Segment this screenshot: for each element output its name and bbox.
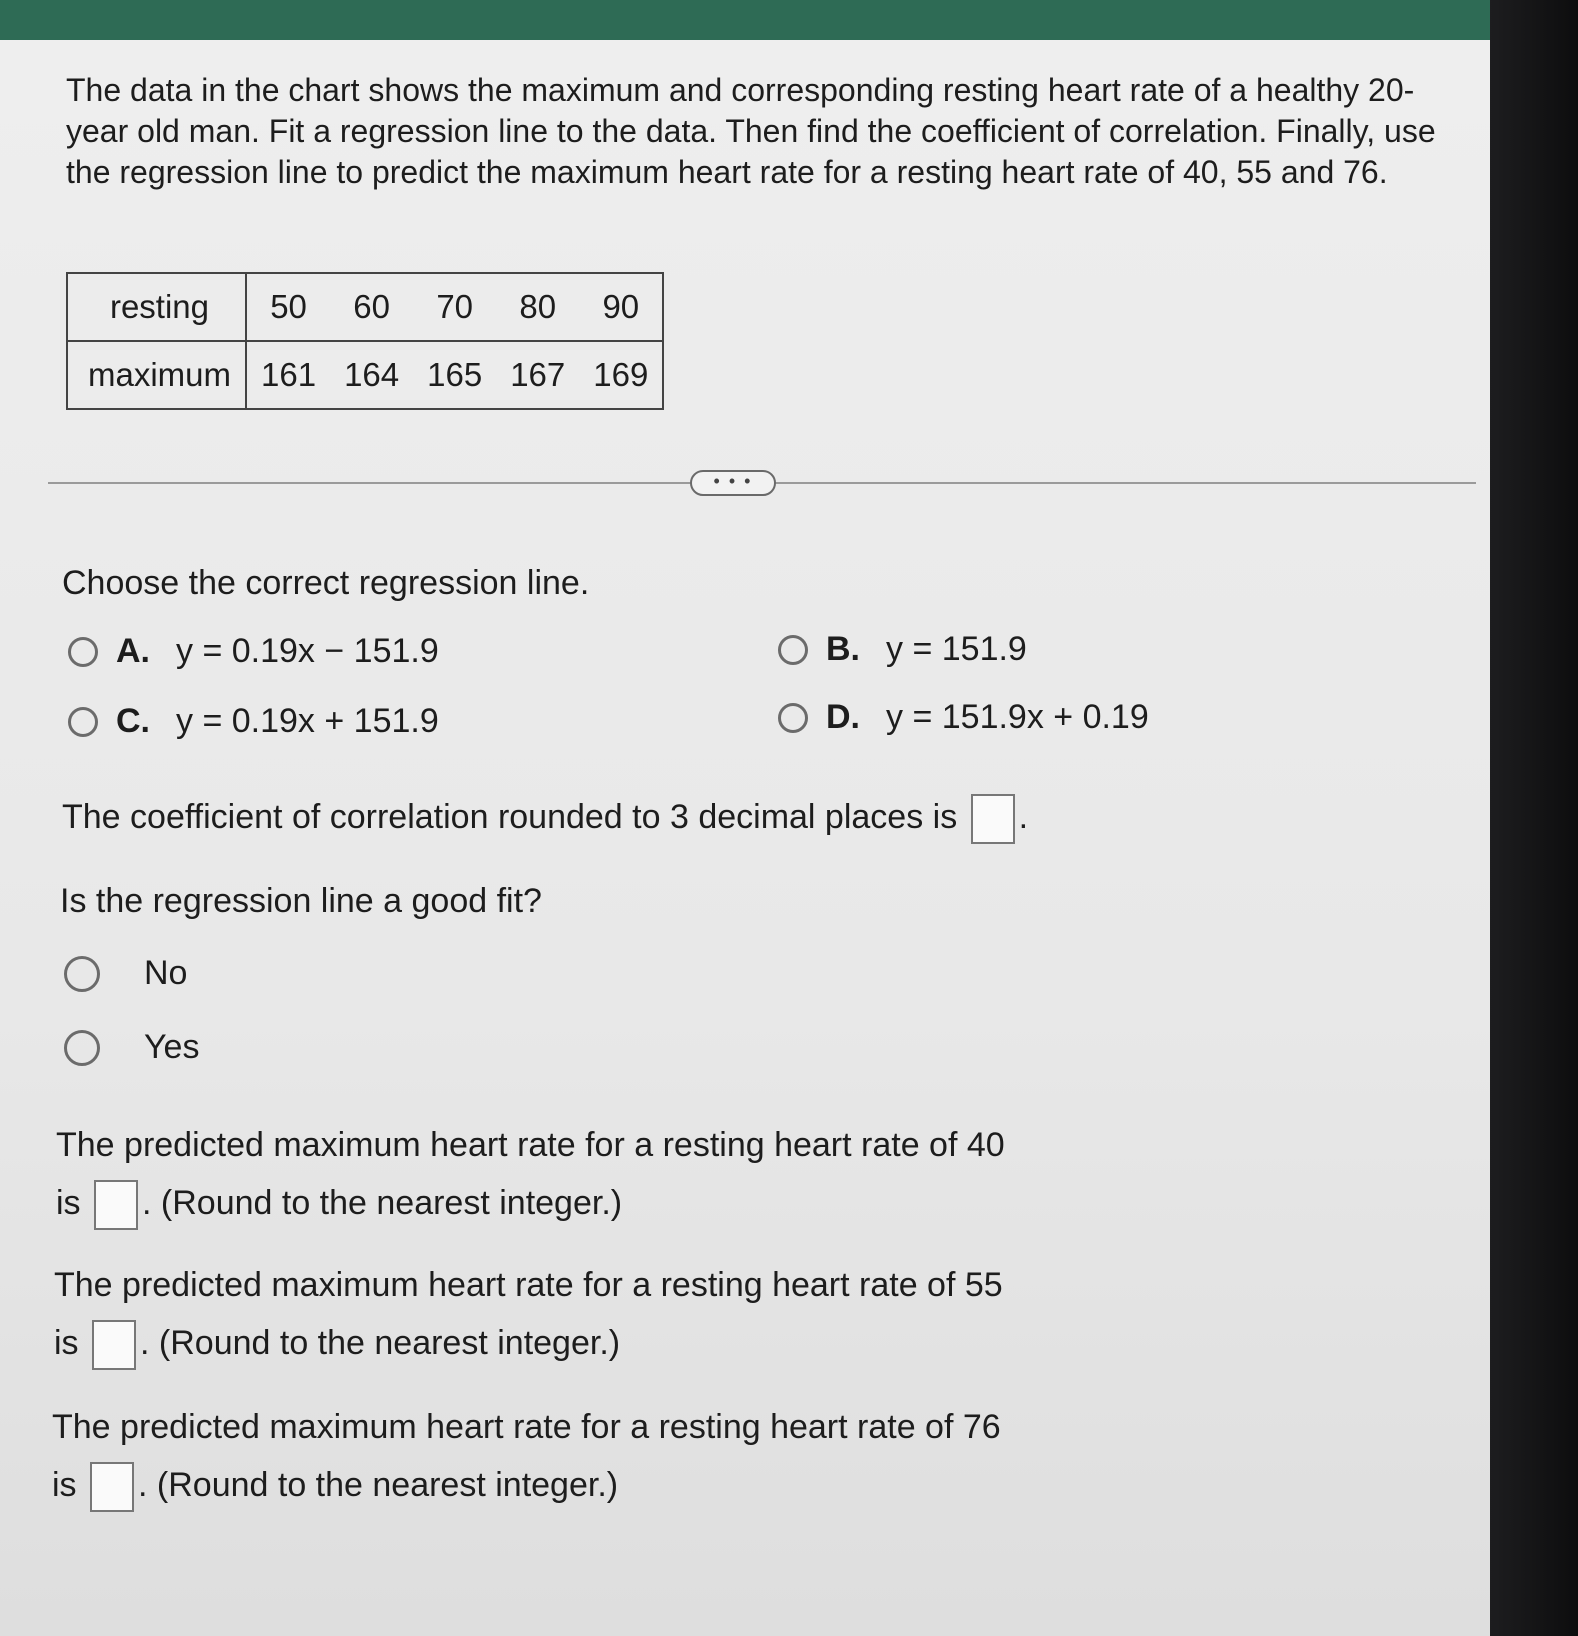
data-table (66, 272, 664, 410)
option-letter: C. (116, 702, 150, 740)
is-label: is (56, 1183, 81, 1222)
predict-40-input[interactable] (94, 1180, 138, 1230)
predict-76-question (52, 1408, 1001, 1447)
radio-icon[interactable] (778, 635, 808, 665)
screen-bezel (1490, 0, 1578, 1636)
is-label: is (52, 1465, 77, 1504)
table-row-label: maximum (67, 341, 246, 409)
option-d[interactable] (778, 698, 1149, 737)
table-cell: 161 (261, 356, 317, 393)
table-cell: 50 (246, 273, 330, 341)
table-row-label: resting (67, 273, 246, 341)
table-cell: 60 (330, 273, 413, 341)
table-row-resting (67, 273, 663, 341)
predict-40-text: The predicted maximum heart rate for a resting heart rate of 40 (56, 1126, 1005, 1164)
predict-76-text: The predicted maximum heart rate for a resting heart rate of 76 (52, 1408, 1001, 1446)
browser-top-bar (0, 0, 1490, 42)
radio-icon[interactable] (778, 703, 808, 733)
more-options-button[interactable]: • • • (690, 470, 776, 496)
option-letter: D. (826, 698, 860, 736)
predict-76-input[interactable] (90, 1462, 134, 1512)
round-note: . (Round to the nearest integer.) (138, 1465, 619, 1504)
radio-icon[interactable] (68, 637, 98, 667)
option-no[interactable] (64, 954, 187, 993)
predict-40-question (56, 1126, 1005, 1165)
table-cell: 169 (593, 356, 649, 393)
problem-statement: The data in the chart shows the maximum and corresponding resting heart rate of a healthy 20-year old man. Fit a regression line to the data. Then find the coefficient of correlation. Finally, use the regression line to predict the maximum heart rate for a resting heart rate of 40, 55 and 76. (66, 72, 1436, 190)
round-note: . (Round to the nearest integer.) (142, 1183, 623, 1222)
is-label: is (54, 1323, 79, 1362)
option-text: y = 0.19x + 151.9 (176, 702, 439, 740)
correlation-text: The coefficient of correlation rounded to 3 decimal places is (62, 797, 958, 836)
table-cell: 167 (510, 356, 566, 393)
question-content (0, 40, 1490, 1636)
option-text: y = 151.9 (886, 630, 1027, 668)
table-cell: 70 (413, 273, 496, 341)
option-letter: B. (826, 630, 860, 668)
predict-76-answer-line (52, 1462, 618, 1512)
question-page (0, 40, 1490, 1636)
table-cell: 164 (344, 356, 400, 393)
option-a[interactable] (68, 632, 439, 671)
option-letter: A. (116, 632, 150, 670)
regression-question: Choose the correct regression line. (62, 564, 590, 602)
predict-55-answer-line (54, 1320, 620, 1370)
predict-55-input[interactable] (92, 1320, 136, 1370)
option-yes[interactable] (64, 1028, 199, 1067)
radio-icon[interactable] (64, 956, 100, 992)
table-row-maximum (67, 341, 663, 409)
table-cell: 90 (579, 273, 663, 341)
good-fit-question: Is the regression line a good fit? (60, 882, 542, 920)
correlation-suffix: . (1018, 797, 1029, 836)
option-c[interactable] (68, 702, 439, 741)
radio-icon[interactable] (68, 707, 98, 737)
round-note: . (Round to the nearest integer.) (140, 1323, 621, 1362)
table-cell: 165 (427, 356, 483, 393)
radio-icon[interactable] (64, 1030, 100, 1066)
option-text: y = 151.9x + 0.19 (886, 698, 1149, 736)
option-text: Yes (144, 1028, 200, 1066)
option-text: No (144, 954, 188, 992)
predict-55-question (54, 1266, 1003, 1305)
correlation-question (62, 794, 1028, 844)
correlation-input[interactable] (971, 794, 1015, 844)
option-text: y = 0.19x − 151.9 (176, 632, 439, 670)
option-b[interactable] (778, 630, 1027, 669)
predict-40-answer-line (56, 1180, 622, 1230)
table-cell: 80 (496, 273, 579, 341)
predict-55-text: The predicted maximum heart rate for a resting heart rate of 55 (54, 1266, 1003, 1304)
